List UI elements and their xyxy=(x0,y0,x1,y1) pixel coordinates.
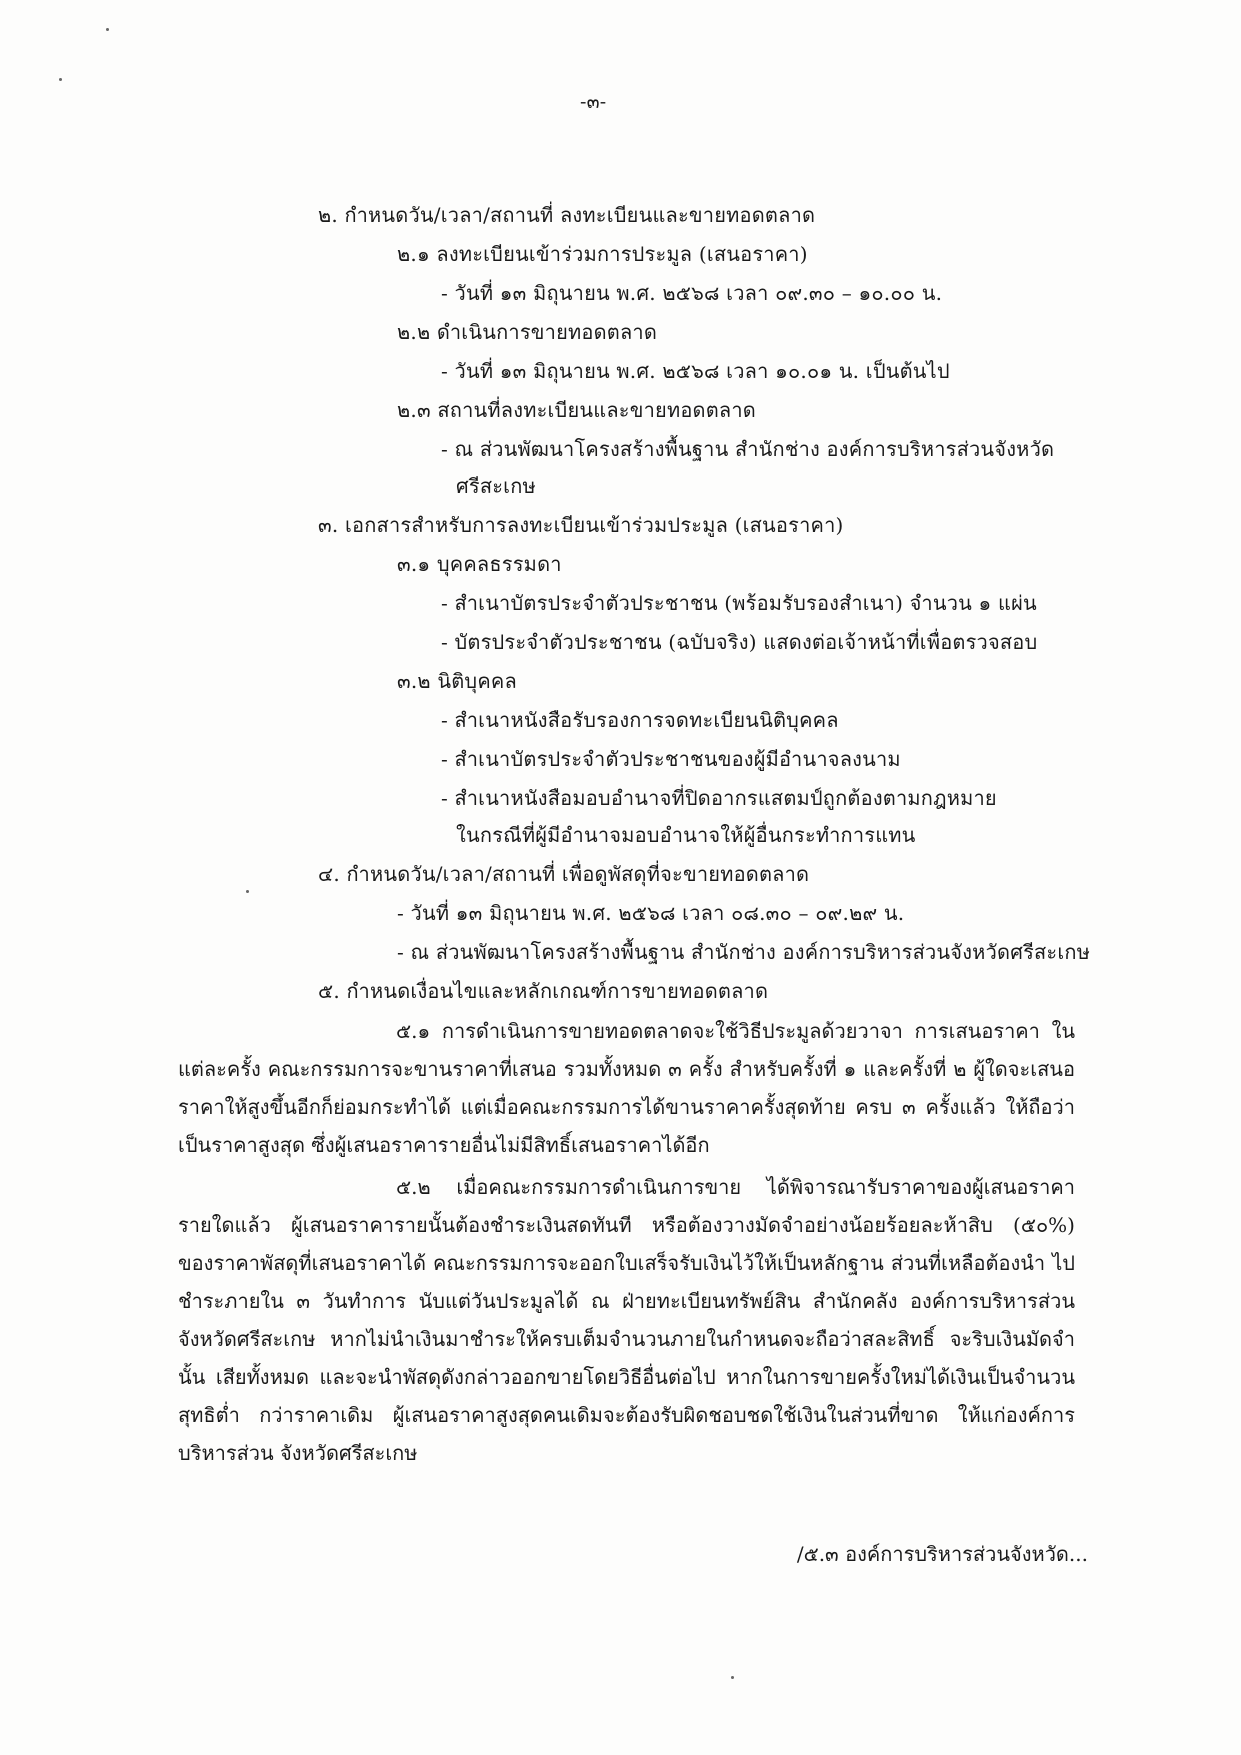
scan-speck xyxy=(59,78,62,81)
scan-speck xyxy=(731,1676,734,1679)
section-3-2-item-c: - สำเนาหนังสือมอบอำนาจที่ปิดอากรแสตมป์ถูกต้องตามกฎหมาย xyxy=(441,786,997,810)
section-3-2-item-b: - สำเนาบัตรประจำตัวประชาชนของผู้มีอำนาจลงนาม xyxy=(441,747,901,771)
page-number: -๓- xyxy=(580,91,607,113)
section-2-1-heading: ๒.๑ ลงทะเบียนเข้าร่วมการประมูล (เสนอราคา) xyxy=(397,242,808,266)
section-4-item-b: - ณ ส่วนพัฒนาโครงสร้างพื้นฐาน สำนักช่าง องค์การบริหารส่วนจังหวัดศรีสะเกษ xyxy=(397,940,1091,964)
section-2-3-heading: ๒.๓ สถานที่ลงทะเบียนและขายทอดตลาด xyxy=(397,398,756,422)
section-2-1-item: - วันที่ ๑๓ มิถุนายน พ.ศ. ๒๕๖๘ เวลา ๐๙.๓๐ – ๑๐.๐๐ น. xyxy=(441,281,943,305)
section-4-heading: ๔. กำหนดวัน/เวลา/สถานที่ เพื่อดูพัสดุที่จะขายทอดตลาด xyxy=(318,862,810,886)
section-4-item-a: - วันที่ ๑๓ มิถุนายน พ.ศ. ๒๕๖๘ เวลา ๐๘.๓๐ – ๐๙.๒๙ น. xyxy=(397,901,905,925)
section-2-3-item-cont: ศรีสะเกษ xyxy=(456,474,536,498)
section-2-3-item: - ณ ส่วนพัฒนาโครงสร้างพื้นฐาน สำนักช่าง องค์การบริหารส่วนจังหวัด xyxy=(441,437,1055,461)
continuation-reference: /๕.๓ องค์การบริหารส่วนจังหวัด... xyxy=(796,1542,1088,1566)
scan-speck xyxy=(106,28,109,31)
section-3-1-item-b: - บัตรประจำตัวประชาชน (ฉบับจริง) แสดงต่อเจ้าหน้าที่เพื่อตรวจสอบ xyxy=(441,630,1038,654)
paragraph-5-1: ๕.๑ การดำเนินการขายทอดตลาดจะใช้วิธีประมูลด้วยวาจา การเสนอราคา ในแต่ละครั้ง คณะกรรมการจะขานราคาที่เสนอ รวมทั้งหมด ๓ ครั้ง สำหรับครั้งที่ ๑ และครั้งที่ ๒ ผู้ใดจะเสนอราคาให้สูงขึ้นอีกก็ย่อมกระทำได้ แต่เมื่อคณะกรรมการได้ขานราคาครั้งสุดท้าย ครบ ๓ ครั้งแล้ว ให้ถือว่าเป็นราคาสูงสุด ซึ่งผู้เสนอราคารายอื่นไม่มีสิทธิ์เสนอราคาได้อีก xyxy=(178,1019,1075,1157)
section-2-heading: ๒. กำหนดวัน/เวลา/สถานที่ ลงทะเบียนและขายทอดตลาด xyxy=(318,203,816,227)
section-3-1-item-a: - สำเนาบัตรประจำตัวประชาชน (พร้อมรับรองสำเนา) จำนวน ๑ แผ่น xyxy=(441,591,1037,615)
section-3-2-heading: ๓.๒ นิติบุคคล xyxy=(397,669,517,693)
section-2-2-item: - วันที่ ๑๓ มิถุนายน พ.ศ. ๒๕๖๘ เวลา ๑๐.๐๑ น. เป็นต้นไป xyxy=(441,359,950,383)
section-3-heading: ๓. เอกสารสำหรับการลงทะเบียนเข้าร่วมประมูล (เสนอราคา) xyxy=(318,513,844,537)
section-5-heading: ๕. กำหนดเงื่อนไขและหลักเกณฑ์การขายทอดตลาด xyxy=(318,979,769,1003)
section-3-1-heading: ๓.๑ บุคคลธรรมดา xyxy=(397,552,562,576)
section-3-2-item-c-cont: ในกรณีที่ผู้มีอำนาจมอบอำนาจให้ผู้อื่นกระทำการแทน xyxy=(456,823,916,847)
section-2-2-heading: ๒.๒ ดำเนินการขายทอดตลาด xyxy=(397,320,658,344)
section-3-2-item-a: - สำเนาหนังสือรับรองการจดทะเบียนนิติบุคคล xyxy=(441,708,839,732)
paragraph-5-2: ๕.๒ เมื่อคณะกรรมการดำเนินการขาย ได้พิจารณารับราคาของผู้เสนอราคา รายใดแล้ว ผู้เสนอราคารายนั้นต้องชำระเงินสดทันที หรือต้องวางมัดจำอย่างน้อยร้อยละห้าสิบ (๕๐%) ของราคาพัสดุที่เสนอราคาได้ คณะกรรมการจะออกใบเสร็จรับเงินไว้ให้เป็นหลักฐาน ส่วนที่เหลือต้องนำ ไปชำระภายใน ๓ วันทำการ นับแต่วันประมูลได้ ณ ฝ่ายทะเบียนทรัพย์สิน สำนักคลัง องค์การบริหารส่วน จังหวัดศรีสะเกษ หากไม่นำเงินมาชำระให้ครบเต็มจำนวนภายในกำหนดจะถือว่าสละสิทธิ์ จะริบเงินมัดจำนั้น เสียทั้งหมด และจะนำพัสดุดังกล่าวออกขายโดยวิธีอื่นต่อไป หากในการขายครั้งใหม่ได้เงินเป็นจำนวนสุทธิต่ำ กว่าราคาเดิม ผู้เสนอราคาสูงสุดคนเดิมจะต้องรับผิดชอบชดใช้เงินในส่วนที่ขาด ให้แก่องค์การบริหารส่วน จังหวัดศรีสะเกษ xyxy=(178,1175,1075,1465)
scan-speck xyxy=(246,890,249,893)
